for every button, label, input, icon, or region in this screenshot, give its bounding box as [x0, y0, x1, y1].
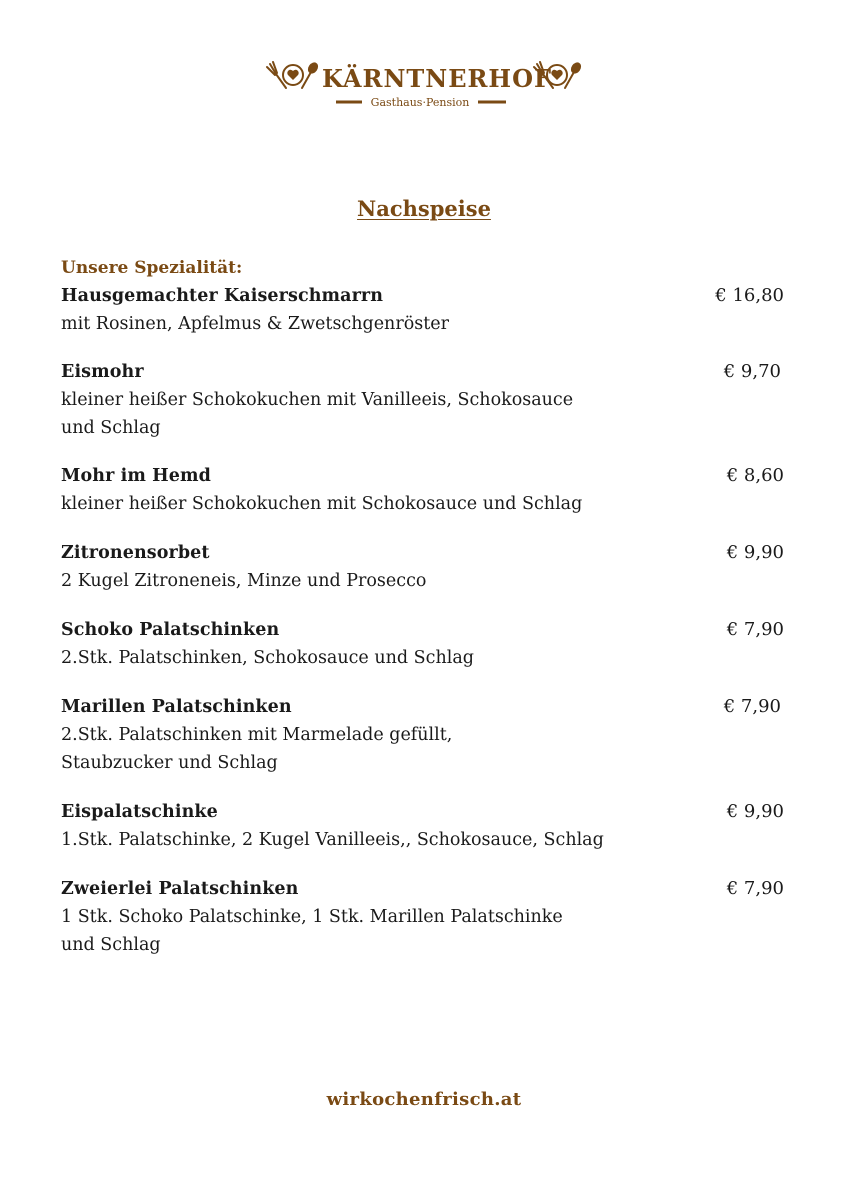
logo-graphic [264, 58, 584, 114]
menu-item [61, 539, 786, 595]
item-description: 2.Stk. Palatschinken mit Marmelade gefüllt, Staubzucker und Schlag [61, 725, 453, 773]
item-description: kleiner heißer Schokokuchen mit Schokosauce und Schlag [61, 494, 583, 514]
item-price: € 9,90 [726, 542, 784, 563]
website-link[interactable]: wirkochenfrisch.at [326, 1089, 522, 1110]
tagline: Gasthaus·Pension [370, 96, 470, 109]
page-title: Nachspeise [357, 196, 491, 221]
item-description: 1.Stk. Palatschinke, 2 Kugel Vanilleeis,, Schokosauce, Schlag [61, 830, 604, 850]
menu-item [61, 254, 786, 338]
item-price: € 7,90 [726, 619, 784, 640]
heart-plate-icon [283, 65, 303, 85]
menu-item [61, 875, 786, 959]
item-description: 1 Stk. Schoko Palatschinke, 1 Stk. Marillen Palatschinke und Schlag [61, 907, 563, 955]
item-description: 2.Stk. Palatschinken, Schokosauce und Schlag [61, 648, 474, 668]
item-price: € 9,70 [723, 361, 781, 382]
brand-name: KÄRNTNERHOF [322, 64, 553, 93]
item-name: Mohr im Hemd [61, 466, 211, 486]
item-name: Marillen Palatschinken [61, 697, 292, 717]
item-name: Eismohr [61, 362, 144, 382]
special-label: Unsere Spezialität: [61, 258, 243, 278]
item-price: € 7,90 [726, 878, 784, 899]
menu-item [61, 616, 786, 672]
item-price: € 16,80 [715, 285, 784, 306]
item-price: € 8,60 [726, 465, 784, 486]
item-name: Eispalatschinke [61, 802, 218, 822]
menu-item [61, 693, 786, 777]
item-description: mit Rosinen, Apfelmus & Zwetschgenröster [61, 314, 449, 334]
item-name: Hausgemachter Kaiserschmarrn [61, 286, 384, 306]
menu-item [61, 798, 786, 854]
item-description: kleiner heißer Schokokuchen mit Vanilleeis, Schokosauce und Schlag [61, 390, 574, 438]
item-name: Schoko Palatschinken [61, 620, 280, 640]
menu-item [61, 462, 786, 518]
item-description: 2 Kugel Zitroneneis, Minze und Prosecco [61, 571, 427, 591]
item-name: Zweierlei Palatschinken [61, 879, 299, 899]
item-name: Zitronensorbet [61, 543, 210, 563]
spoon-icon [302, 62, 319, 88]
item-price: € 7,90 [723, 696, 781, 717]
menu-item [61, 358, 786, 442]
item-price: € 9,90 [726, 801, 784, 822]
logo [0, 58, 848, 118]
